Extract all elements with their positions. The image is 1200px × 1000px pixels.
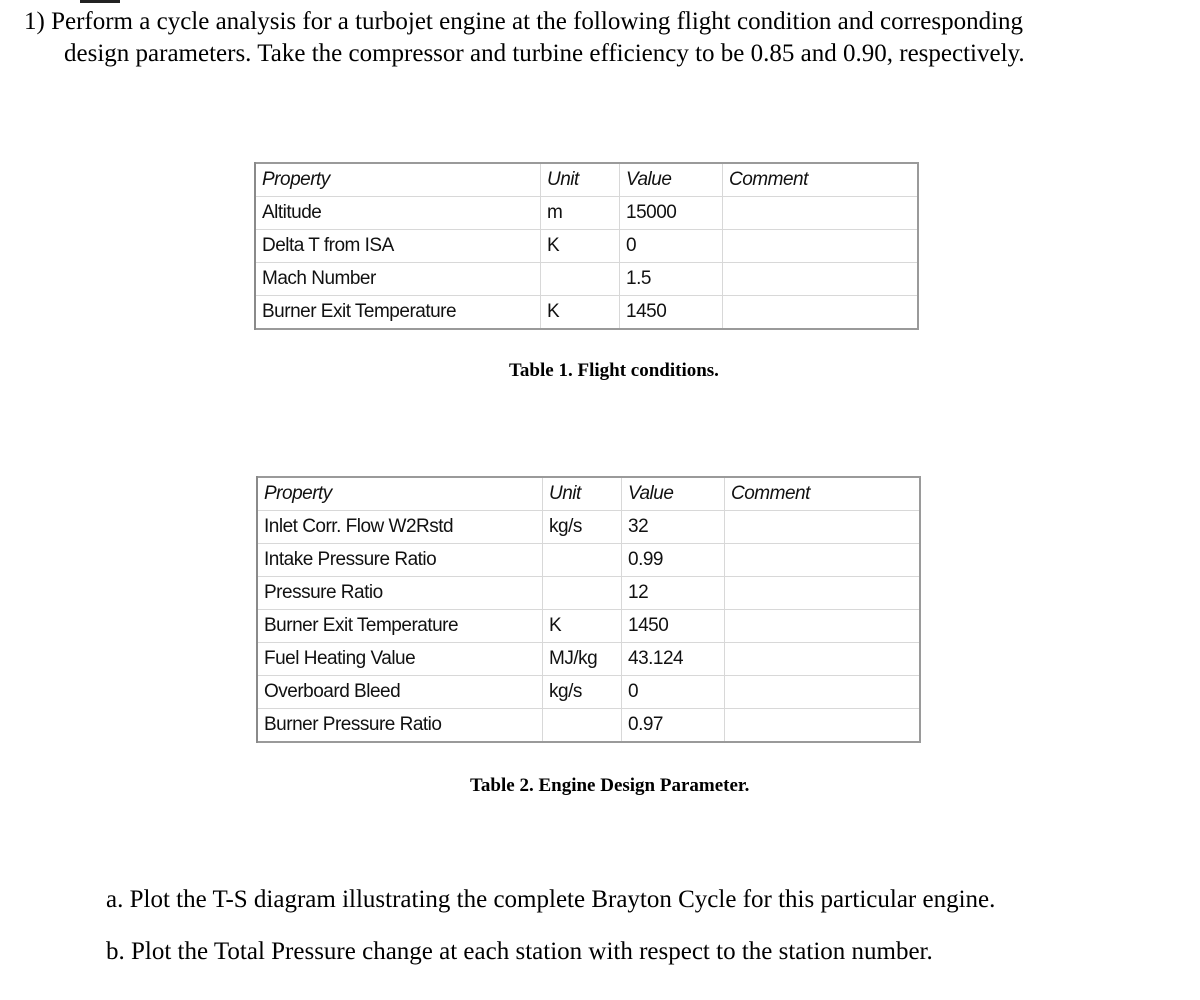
cell-unit <box>541 263 620 296</box>
cell-comment <box>725 610 921 643</box>
cell-value: 15000 <box>620 197 723 230</box>
question-list <box>106 884 1166 988</box>
cell-comment <box>725 709 921 743</box>
cell-value: 12 <box>622 577 725 610</box>
cell-comment <box>723 197 919 230</box>
header-unit: Unit <box>543 477 622 511</box>
question-a: a. Plot the T-S diagram illustrating the complete Brayton Cycle for this particular engine. <box>106 886 996 913</box>
cell-value: 0.97 <box>622 709 725 743</box>
cell-value: 32 <box>622 511 725 544</box>
table-row <box>256 230 918 263</box>
cell-unit: kg/s <box>543 676 622 709</box>
cell-comment <box>725 676 921 709</box>
table-row <box>258 511 920 544</box>
cell-comment <box>725 577 921 610</box>
question-b: b. Plot the Total Pressure change at each station with respect to the station number. <box>106 938 933 965</box>
cell-property: Altitude <box>256 197 541 230</box>
cell-property: Burner Exit Temperature <box>258 610 543 643</box>
cell-unit <box>543 544 622 577</box>
header-value: Value <box>622 477 725 511</box>
table-row <box>258 676 920 709</box>
cell-value: 1450 <box>620 296 723 330</box>
cell-property: Burner Exit Temperature <box>256 296 541 330</box>
cell-comment <box>723 263 919 296</box>
header-property: Property <box>256 163 541 197</box>
table-row <box>256 296 918 330</box>
cell-value: 0 <box>620 230 723 263</box>
cell-value: 1.5 <box>620 263 723 296</box>
problem-statement <box>24 6 1160 70</box>
table-row <box>258 709 920 743</box>
header-property: Property <box>258 477 543 511</box>
cell-value: 0 <box>622 676 725 709</box>
cell-unit: K <box>543 610 622 643</box>
table1-caption: Table 1. Flight conditions. <box>509 360 719 381</box>
flight-conditions-table-container <box>254 162 919 330</box>
cell-comment <box>725 511 921 544</box>
cell-comment <box>725 544 921 577</box>
table-header-row <box>256 163 918 197</box>
flight-conditions-table <box>256 162 919 330</box>
design-parameters-table <box>258 476 921 743</box>
cell-value: 1450 <box>622 610 725 643</box>
cell-value: 0.99 <box>622 544 725 577</box>
design-parameters-table-container <box>256 476 921 743</box>
table-row <box>258 544 920 577</box>
table-row <box>258 577 920 610</box>
table-header-row <box>258 477 920 511</box>
cell-unit <box>543 709 622 743</box>
cell-unit: m <box>541 197 620 230</box>
cell-unit <box>543 577 622 610</box>
cell-value: 43.124 <box>622 643 725 676</box>
cell-property: Mach Number <box>256 263 541 296</box>
cell-unit: K <box>541 230 620 263</box>
cell-property: Delta T from ISA <box>256 230 541 263</box>
cell-property: Overboard Bleed <box>258 676 543 709</box>
header-unit: Unit <box>541 163 620 197</box>
cell-unit: MJ/kg <box>543 643 622 676</box>
table2-caption: Table 2. Engine Design Parameter. <box>470 775 750 796</box>
cell-property: Burner Pressure Ratio <box>258 709 543 743</box>
problem-line-2: design parameters. Take the compressor and turbine efficiency to be 0.85 and 0.90, respectively. <box>64 40 1025 67</box>
table-row <box>258 610 920 643</box>
problem-line-1: 1) Perform a cycle analysis for a turbojet engine at the following flight condition and corresponding <box>24 8 1024 35</box>
table-row <box>256 263 918 296</box>
table-row <box>256 197 918 230</box>
cell-property: Inlet Corr. Flow W2Rstd <box>258 511 543 544</box>
cell-property: Fuel Heating Value <box>258 643 543 676</box>
header-comment: Comment <box>723 163 919 197</box>
cell-property: Intake Pressure Ratio <box>258 544 543 577</box>
header-comment: Comment <box>725 477 921 511</box>
cell-comment <box>725 643 921 676</box>
cell-comment <box>723 230 919 263</box>
cell-unit: K <box>541 296 620 330</box>
cell-comment <box>723 296 919 330</box>
cell-property: Pressure Ratio <box>258 577 543 610</box>
header-value: Value <box>620 163 723 197</box>
cell-unit: kg/s <box>543 511 622 544</box>
table-row <box>258 643 920 676</box>
